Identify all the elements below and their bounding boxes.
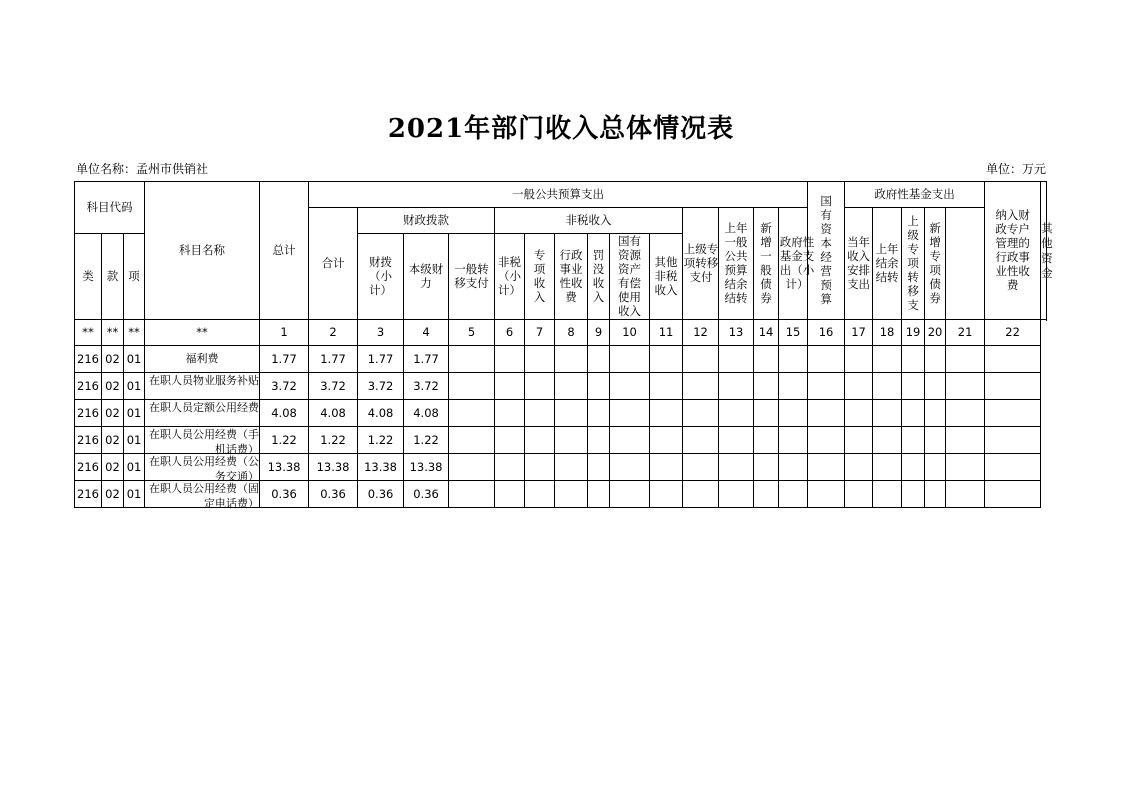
own-fiscal-cell: 1.22 [404,427,449,454]
empty-cell [845,481,873,508]
index-cell: 9 [588,320,610,346]
empty-cell [449,400,495,427]
category-cell: 216 [75,427,102,454]
index-cell: 11 [650,320,683,346]
empty-cell [754,427,779,454]
index-cell: 14 [754,320,779,346]
fiscal-subtotal-cell: 0.36 [358,481,404,508]
last-year-balance-header: 上年一般公共预算结余结转 [719,208,754,320]
empty-cell [495,427,525,454]
category-cell: 216 [75,373,102,400]
data-body [75,346,1047,508]
index-cell: 3 [358,320,404,346]
table-row [75,427,1047,454]
fiscal-subtotal-cell: 13.38 [358,454,404,481]
empty-cell [650,454,683,481]
empty-cell [588,346,610,373]
empty-cell [779,400,808,427]
empty-cell [925,454,946,481]
total-cell: 3.72 [260,373,309,400]
empty-cell [845,373,873,400]
fiscal-subtotal-cell: 1.22 [358,427,404,454]
empty-cell [683,346,719,373]
gov-fund-header: 政府性基金支出 [845,182,985,208]
empty-cell [588,400,610,427]
empty-cell [902,400,925,427]
empty-cell [808,427,845,454]
empty-cell [525,346,555,373]
empty-cell [449,454,495,481]
empty-cell [449,481,495,508]
category-header: 类 [75,234,102,320]
empty-cell [985,373,1041,400]
index-row [75,320,1047,346]
empty-cell [925,400,946,427]
subject-name-cell: 在职人员公用经费（固定电话费） [145,481,260,508]
empty-cell [845,400,873,427]
total-cell: 13.38 [260,454,309,481]
section-cell: 02 [102,427,124,454]
category-cell: 216 [75,346,102,373]
empty-cell [683,400,719,427]
empty-cell [845,427,873,454]
empty-cell [985,481,1041,508]
index-cell: 8 [555,320,588,346]
empty-cell [902,373,925,400]
own-fiscal-cell: 3.72 [404,373,449,400]
empty-cell [555,346,588,373]
item-cell: 01 [124,454,145,481]
own-fiscal-cell: 13.38 [404,454,449,481]
table-row [75,373,1047,400]
general-transfer-header: 一般转移支付 [449,234,495,320]
empty-cell [873,400,902,427]
item-cell: 01 [124,373,145,400]
empty-cell [495,481,525,508]
empty-cell [902,454,925,481]
index-cell: ** [102,320,124,346]
page-title: 2021年部门收入总体情况表 [387,114,735,144]
empty-cell [525,427,555,454]
empty-cell [946,400,985,427]
admin-fees-header: 行政事业性收费 [555,234,588,320]
empty-cell [495,400,525,427]
subtotal-cell: 3.72 [309,373,358,400]
section-cell: 02 [102,346,124,373]
income-table [74,181,1053,510]
empty-cell [873,481,902,508]
upper-special-transfer-2-header: 上级专项转移支 [902,208,925,320]
other-non-tax-header: 其他非税收入 [650,234,683,320]
index-cell: 7 [525,320,555,346]
last-year-carryover-header: 上年结余结转 [873,208,902,320]
category-cell: 216 [75,400,102,427]
non-tax-income-header: 非税收入 [495,208,683,234]
subject-name-cell: 在职人员定额公用经费 [145,400,260,427]
empty-cell [610,400,650,427]
item-cell: 01 [124,400,145,427]
subject-name-cell: 在职人员物业服务补贴 [145,373,260,400]
empty-cell [588,454,610,481]
empty-cell [495,373,525,400]
category-cell: 216 [75,481,102,508]
empty-cell [650,373,683,400]
index-cell: 22 [985,320,1041,346]
index-cell: 21 [946,320,985,346]
empty-cell [610,454,650,481]
subtotal-cell: 0.36 [309,481,358,508]
index-cell: 6 [495,320,525,346]
index-cell: 1 [260,320,309,346]
empty-cell [719,346,754,373]
empty-cell [808,373,845,400]
empty-cell [925,373,946,400]
new-general-bonds-header: 新增一般债券 [754,208,779,320]
empty-cell [588,373,610,400]
subtotal-cell: 4.08 [309,400,358,427]
own-fiscal-cell: 0.36 [404,481,449,508]
section-cell: 02 [102,400,124,427]
subject-name-cell: 在职人员公用经费（手机话费） [145,427,260,454]
fines-header: 罚没收入 [588,234,610,320]
index-cell: 17 [845,320,873,346]
general-public-budget-header: 一般公共预算支出 [309,182,808,208]
empty-cell [650,427,683,454]
empty-cell [985,427,1041,454]
other-funds-header: 其他资金 [1041,182,1047,320]
empty-cell [525,454,555,481]
section-header: 款 [102,234,124,320]
fiscal-subtotal-cell: 3.72 [358,373,404,400]
empty-cell [650,346,683,373]
empty-cell [719,400,754,427]
empty-cell [525,373,555,400]
index-cell: 5 [449,320,495,346]
empty-cell [754,346,779,373]
empty-cell [845,346,873,373]
section-cell: 02 [102,481,124,508]
empty-cell [808,481,845,508]
empty-cell [925,427,946,454]
empty-cell [946,481,985,508]
state-capital-header: 国有资本经营预算 [808,182,845,320]
index-cell: 16 [808,320,845,346]
state-assets-header: 国有资源资产有偿使用收入 [610,234,650,320]
unit-name-label: 单位名称：孟州市供销社 [76,162,209,176]
empty-cell [719,373,754,400]
item-cell: 01 [124,346,145,373]
empty-cell [946,373,985,400]
table-row [75,346,1047,373]
special-account-fees-header: 纳入财政专户管理的行政事业性收费 [985,182,1041,320]
empty-cell [808,454,845,481]
new-special-bonds-header: 新增专项债券 [925,208,946,320]
index-cell: ** [145,320,260,346]
fiscal-subtotal-header: 财拨（小计） [358,234,404,320]
empty-cell [873,346,902,373]
empty-cell [754,481,779,508]
empty-cell [873,427,902,454]
empty-cell [555,481,588,508]
empty-cell [610,346,650,373]
empty-cell [754,454,779,481]
empty-cell [555,400,588,427]
index-cell: 2 [309,320,358,346]
empty-cell [754,400,779,427]
special-income-header: 专项收入 [525,234,555,320]
empty-cell [683,373,719,400]
empty-cell [683,454,719,481]
subtotal-cell: 13.38 [309,454,358,481]
empty-cell [525,481,555,508]
empty-cell [779,427,808,454]
empty-cell [946,346,985,373]
upper-special-transfer-header: 上级专项转移支付 [683,208,719,320]
empty-cell [873,373,902,400]
index-cell: 15 [779,320,808,346]
empty-cell [683,481,719,508]
index-cell: 10 [610,320,650,346]
own-fiscal-cell: 1.77 [404,346,449,373]
empty-cell [525,400,555,427]
subject-name-cell: 在职人员公用经费（公务交通） [145,454,260,481]
index-cell: 12 [683,320,719,346]
empty-cell [449,427,495,454]
current-year-arrange-header: 当年收入安排支出 [845,208,873,320]
fiscal-subtotal-cell: 4.08 [358,400,404,427]
non-tax-subtotal-header: 非税（小计） [495,234,525,320]
empty-cell [719,454,754,481]
own-fiscal-cell: 4.08 [404,400,449,427]
subtotal-cell: 1.77 [309,346,358,373]
empty-cell [719,427,754,454]
empty-cell [610,427,650,454]
empty-cell [754,373,779,400]
empty-cell [845,454,873,481]
fiscal-subtotal-cell: 1.77 [358,346,404,373]
empty-cell [779,481,808,508]
total-cell: 4.08 [260,400,309,427]
empty-cell [946,427,985,454]
subject-name-header: 科目名称 [145,182,260,320]
index-cell: 13 [719,320,754,346]
section-cell: 02 [102,373,124,400]
empty-cell [449,346,495,373]
empty-cell [495,454,525,481]
header-row-1 [75,182,1047,208]
section-cell: 02 [102,454,124,481]
empty-cell [925,346,946,373]
index-cell: ** [75,320,102,346]
empty-cell [588,427,610,454]
empty-cell [588,481,610,508]
empty-cell [610,481,650,508]
empty-cell [683,427,719,454]
empty-cell [808,346,845,373]
empty-cell [555,427,588,454]
empty-cell [902,481,925,508]
item-header: 项 [124,234,145,320]
empty-cell [902,427,925,454]
empty-cell [985,346,1041,373]
empty-cell [719,481,754,508]
total-cell: 1.77 [260,346,309,373]
total-cell: 1.22 [260,427,309,454]
subtotal-cell: 1.22 [309,427,358,454]
empty-cell [610,373,650,400]
table-row [75,400,1047,427]
item-cell: 01 [124,427,145,454]
total-cell: 0.36 [260,481,309,508]
index-cell: 18 [873,320,902,346]
gov-fund-subtotal-header: 政府性基金支出（小计） [779,208,808,320]
fiscal-allocation-header: 财政拨款 [358,208,495,234]
subject-code-header: 科目代码 [75,182,145,234]
empty-cell [779,346,808,373]
index-cell: 4 [404,320,449,346]
index-cell: 20 [925,320,946,346]
empty-cell [650,400,683,427]
empty-cell [650,481,683,508]
empty-cell [902,346,925,373]
empty-cell [925,481,946,508]
total-header: 总计 [260,182,309,320]
subject-name-cell: 福利费 [145,346,260,373]
unit-label: 单位：万元 [985,162,1046,176]
empty-cell [808,400,845,427]
empty-cell [985,454,1041,481]
table-row [75,454,1047,481]
index-cell: ** [124,320,145,346]
own-fiscal-header: 本级财力 [404,234,449,320]
empty-cell [495,346,525,373]
empty-cell [449,373,495,400]
item-cell: 01 [124,481,145,508]
index-cell: 19 [902,320,925,346]
empty-cell [779,454,808,481]
table-row [75,481,1047,508]
empty-cell [555,454,588,481]
empty-cell [555,373,588,400]
empty-cell [946,454,985,481]
empty-cell [985,400,1041,427]
subtotal-header: 合计 [309,208,358,320]
empty-cell [873,454,902,481]
empty-cell [779,373,808,400]
category-cell: 216 [75,454,102,481]
